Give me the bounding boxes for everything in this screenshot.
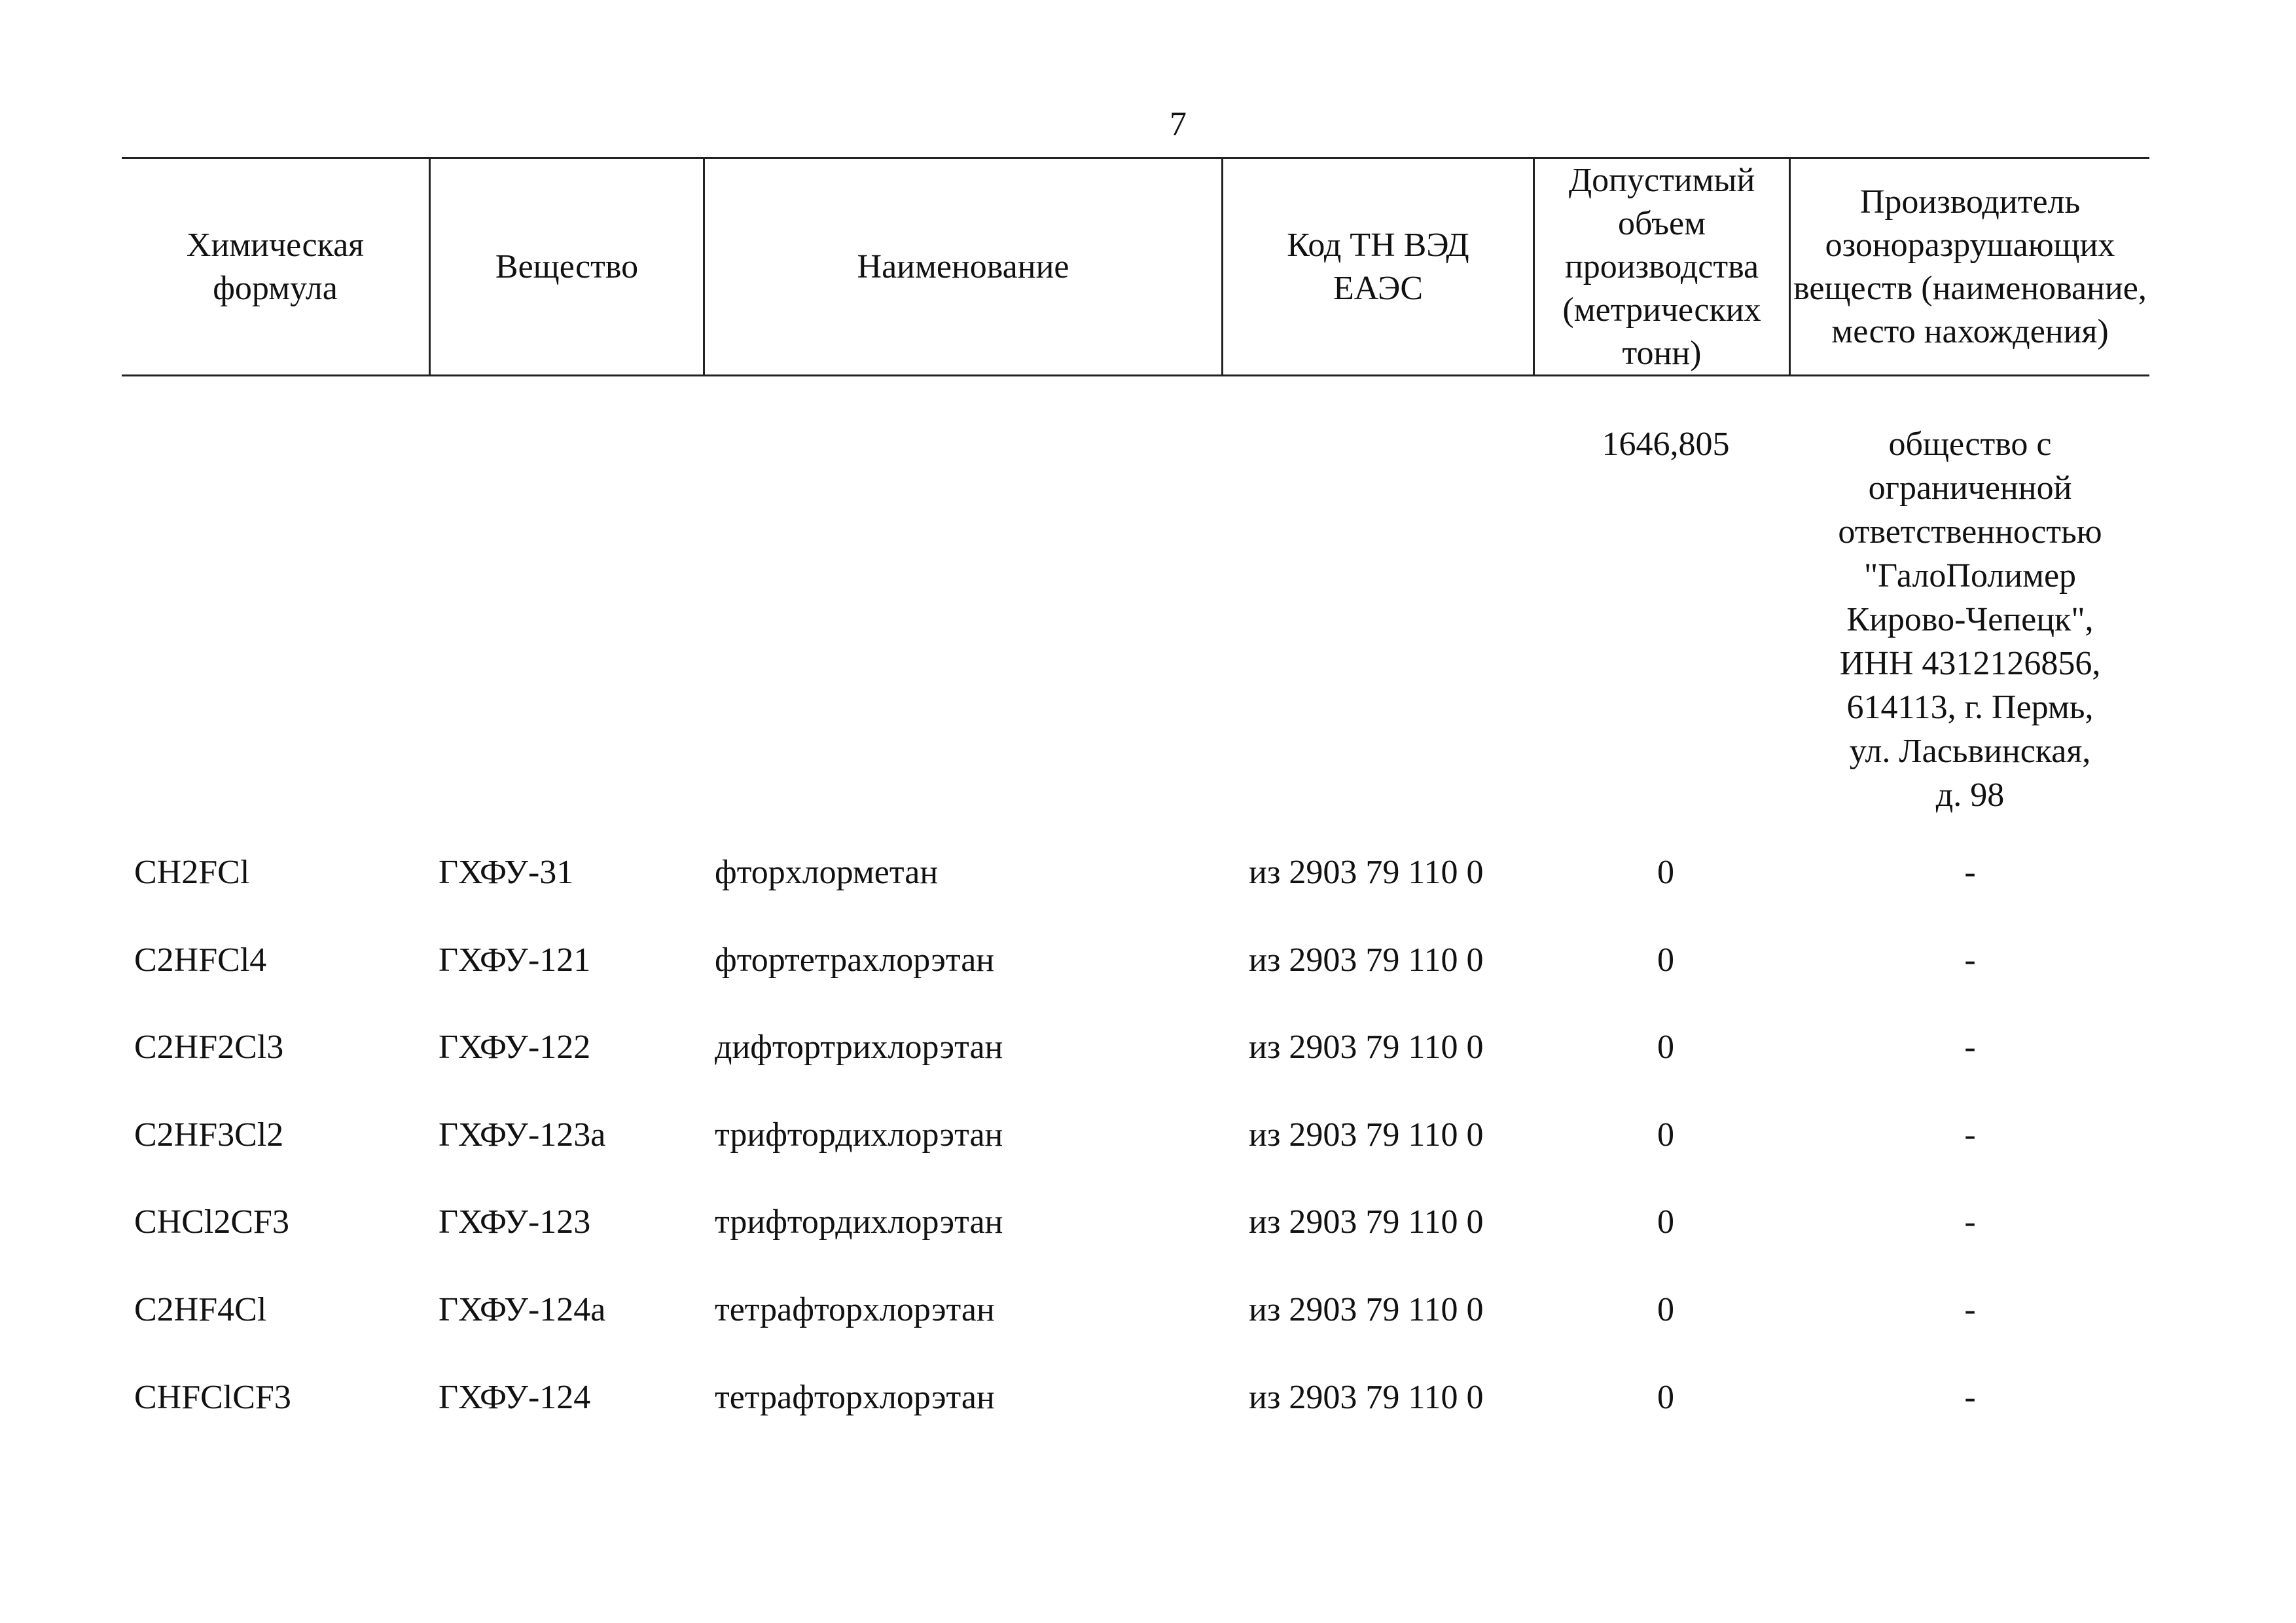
name-cell: фторхлорметан: [715, 854, 939, 891]
producer-line: ИНН 4312126856,: [1839, 645, 2101, 682]
producer-cell: -: [1964, 854, 1976, 891]
name-cell: трифтордихлорэтан: [715, 1203, 1003, 1241]
volume-cell: 0: [1657, 1029, 1674, 1066]
substance-cell: ГХФУ-121: [439, 941, 591, 979]
header-producer: Производитель озоноразрушающих веществ (наименование, место нахождения): [1793, 183, 2147, 350]
name-cell: фтортетрахлорэтан: [715, 941, 995, 979]
producer-cell: -: [1964, 1116, 1976, 1154]
substance-cell: ГХФУ-31: [439, 854, 574, 891]
header-code: Код ТН ВЭД ЕАЭС: [1287, 226, 1469, 307]
volume-cell: 0: [1657, 854, 1674, 891]
formula-cell: CHCl2CF3: [134, 1203, 289, 1241]
formula-cell: C2HF2Cl3: [134, 1029, 284, 1066]
header-chemical-formula: Химическая формула: [186, 226, 365, 307]
name-cell: тетрафторхлорэтан: [715, 1379, 995, 1416]
producer-cell: -: [1964, 1029, 1976, 1066]
code-cell: из 2903 79 110 0: [1249, 854, 1484, 891]
substance-cell: ГХФУ-123а: [439, 1116, 606, 1154]
producer-line: ограниченной: [1868, 469, 2072, 507]
formula-cell: C2HF4Cl: [134, 1291, 267, 1328]
name-cell: тетрафторхлорэтан: [715, 1291, 995, 1328]
volume-cell: 0: [1657, 941, 1674, 979]
formula-cell: C2HF3Cl2: [134, 1116, 284, 1154]
substance-cell: ГХФУ-123: [439, 1203, 591, 1241]
producer-line: общество с: [1888, 426, 2052, 463]
substance-cell: ГХФУ-122: [439, 1029, 591, 1066]
substance-cell: ГХФУ-124: [439, 1379, 591, 1416]
producer-line: 614113, г. Пермь,: [1846, 689, 2094, 726]
volume-cell: 0: [1657, 1203, 1674, 1241]
producer-line: ул. Ласьвинская,: [1849, 733, 2091, 770]
header-name: Наименование: [857, 247, 1069, 285]
table-header: [122, 157, 2149, 376]
volume-cell: 0: [1657, 1116, 1674, 1154]
formula-cell: C2HFCl4: [134, 941, 267, 979]
header-allowed-volume: Допустимый объем производства (метрических тонн): [1562, 161, 1761, 372]
code-cell: из 2903 79 110 0: [1249, 941, 1484, 979]
code-cell: из 2903 79 110 0: [1249, 1379, 1484, 1416]
code-cell: из 2903 79 110 0: [1249, 1116, 1484, 1154]
volume-cell: 0: [1657, 1291, 1674, 1328]
producer-line: ответственностью: [1838, 513, 2102, 551]
code-cell: из 2903 79 110 0: [1249, 1029, 1484, 1066]
producer-line: д. 98: [1935, 776, 2005, 814]
code-cell: из 2903 79 110 0: [1249, 1203, 1484, 1241]
name-cell: трифтордихлорэтан: [715, 1116, 1003, 1154]
formula-cell: CHFClCF3: [134, 1379, 291, 1416]
page-number: 7: [1170, 105, 1187, 143]
first-entry-producer: [1793, 422, 2147, 817]
producer-cell: -: [1964, 1203, 1976, 1241]
formula-cell: CH2FCl: [134, 854, 250, 891]
producer-line: "ГалоПолимер: [1863, 557, 2077, 594]
producer-cell: -: [1964, 941, 1976, 979]
header-substance: Вещество: [495, 247, 639, 285]
substance-cell: ГХФУ-124а: [439, 1291, 606, 1328]
producer-cell: -: [1964, 1291, 1976, 1328]
volume-cell: 0: [1657, 1379, 1674, 1416]
producer-cell: -: [1964, 1379, 1976, 1416]
name-cell: дифтортрихлорэтан: [715, 1029, 1003, 1066]
code-cell: из 2903 79 110 0: [1249, 1291, 1484, 1328]
producer-line: Кирово-Чепецк",: [1846, 601, 2094, 638]
first-entry-volume: 1646,805: [1602, 426, 1730, 463]
